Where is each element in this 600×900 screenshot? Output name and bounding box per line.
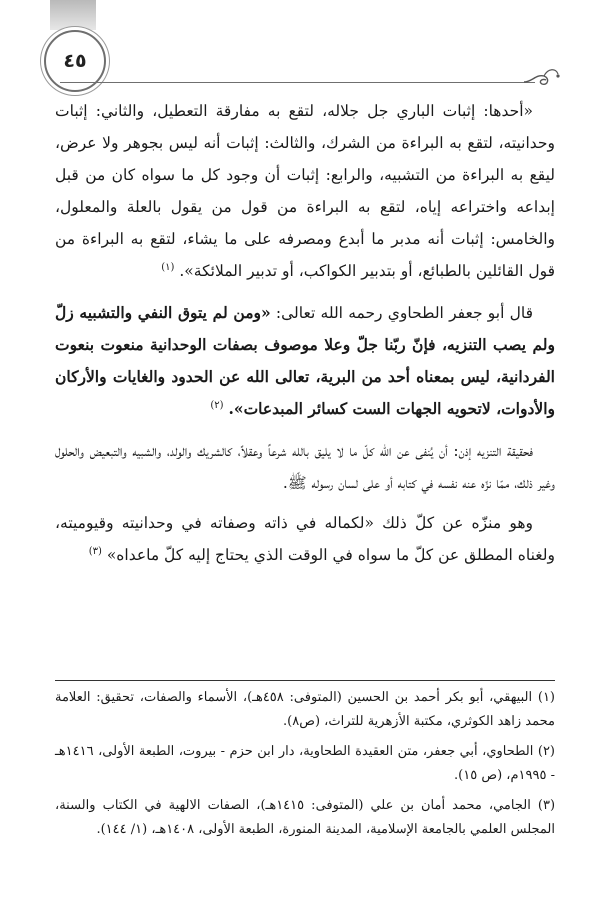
footnotes (55, 686, 555, 848)
paragraph-3 (55, 435, 555, 499)
paragraph-4-quote: «لكماله في ذاته وصفاته في وحدانيته وقيوميته، ولغناه المطلق عن كلّ ما سواه في الوقت الذي يحتاج إليه كلّ ماعداه» (55, 514, 555, 564)
footnote-1: (١) البيهقي، أبو بكر أحمد بن الحسين (المتوفى: ٤٥٨هـ)، الأسماء والصفات، تحقيق: العلامة محمد زاهد الكوثري، مكتبة الأزهرية للتراث، (ص٨). (55, 690, 555, 729)
paragraph-2-intro: قال أبو جعفر الطحاوي رحمه الله تعالى: (270, 304, 533, 322)
paragraph-4 (55, 507, 555, 571)
footnote-3: (٣) الجامي، محمد أمان بن علي (المتوفى: ١٤١٥هـ)، الصفات الالهية في الكتاب والسنة، المجلس العلمي بالجامعة الإسلامية، المدينة المنورة، الطبعة الأولى، ١٤٠٨هـ، (١/ ١٤٤). (55, 798, 556, 837)
ornament-icon (522, 60, 562, 90)
paragraph-4-intro: وهو منزّه عن كلّ ذلك (373, 514, 533, 532)
paragraph-2-quote: «ومن لم يتوق النفي والتشبيه زلّ ولم يصب التنزيه، فإنّ ربّنا جلّ وعلا موصوف بصفات الوحدانية منعوت بنعوت الفردانية، ليس بمعناه أحد من البرية، تعالى الله عن الحدود والغايات والأركان والأدوات، لاتحويه الجهات الست كسائر المبدعات». (55, 303, 555, 418)
main-text (55, 95, 555, 579)
footnote-divider (55, 680, 555, 681)
footnote-ref-2: (٢) (210, 399, 224, 411)
paragraph-1-text: «أحدها: إثبات الباري جل جلاله، لتقع به مفارقة التعطيل، والثاني: إثبات وحدانيته، لتقع به البراءة من الشرك، والثالث: إثبات أنه ليس بجوهر ولا عرض، ليقع به البراءة من التشبيه، والرابع: إثبات أن وجود كل ما سواه كان من قبل إبداعه واختراعه إياه، لتقع به البراءة من قول من يقول بالعلة والمعلول، والخامس: إثبات أنه مدبر ما أبدع ومصرفه على ما يشاء، لتقع به البراءة من قول القائلين بالطبائع، أو بتدبير الكواكب، أو تدبير الملائكة». (55, 102, 555, 280)
paragraph-2 (55, 297, 555, 425)
page-number: ٤٥ (63, 50, 87, 72)
header-rule (60, 82, 535, 83)
footnote-2: (٢) الطحاوي، أبي جعفر، متن العقيدة الطحاوية، دار ابن حزم - بيروت، الطبعة الأولى، ١٤١٦هـ - ١٩٩٥م، (ص ١٥). (55, 744, 555, 783)
footnote-ref-3: (٣) (88, 545, 102, 557)
paragraph-1 (55, 95, 555, 287)
bookmark-ribbon (50, 0, 96, 30)
footnote-ref-1: (١) (161, 261, 175, 273)
page-header (0, 0, 600, 100)
paragraph-3-text: فحقيقة التنزيه إذن: أن يُنفى عن الله كلّ ما لا يليق بالله شرعاً وعقلاً، كالشريك والولد، والشبيه والتبعيض والحلول وغير ذلك، ممّا نزّه عنه نفسه في كتابه أو على لسان رسوله ﷺ. (55, 442, 555, 492)
